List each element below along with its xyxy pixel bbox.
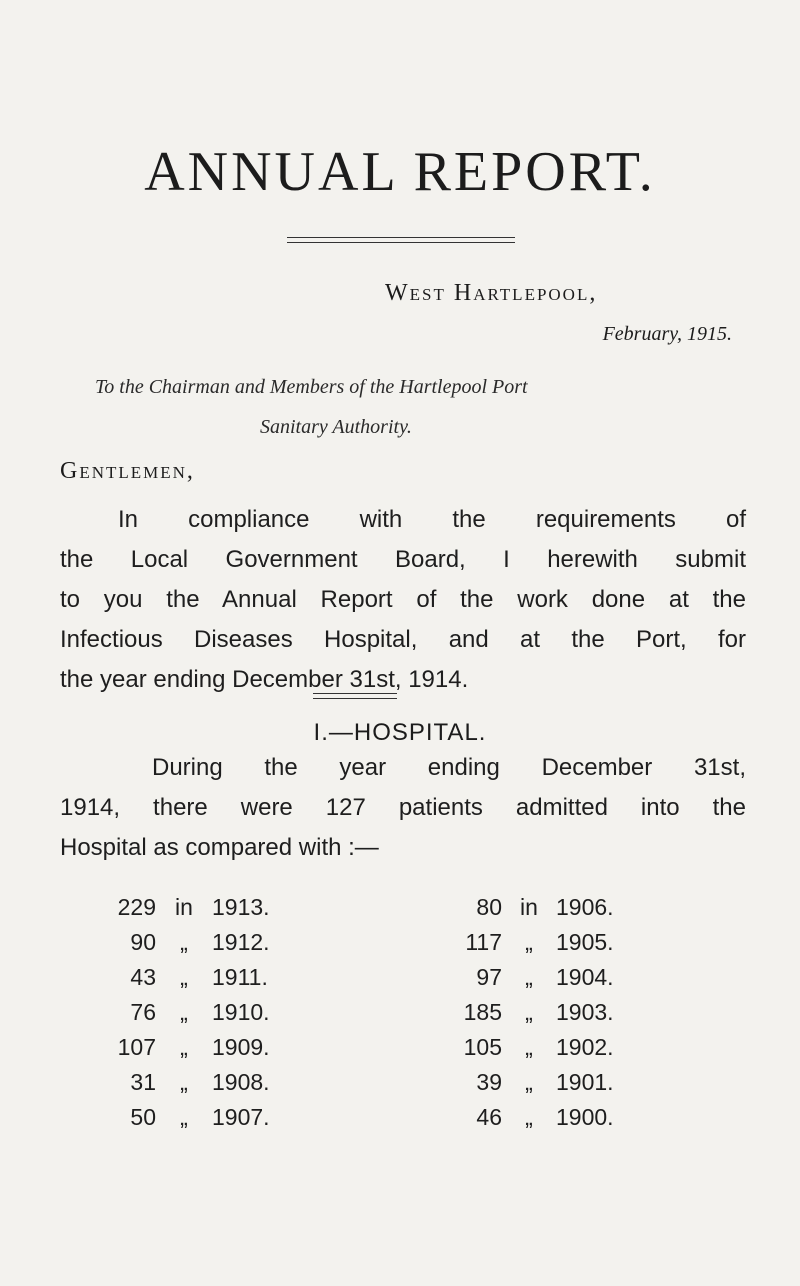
ditto-mark: in [175,894,193,920]
ditto-mark: „ [525,929,533,955]
admissions-count: 117 [465,929,502,955]
admissions-year: 1906. [556,894,614,920]
place-heading: West Hartlepool, [385,280,598,306]
table-row [96,925,636,960]
hospital-line: 1914, there were 127 patients admitted into the [60,794,746,821]
section-heading: I.—HOSPITAL. [313,719,487,746]
table-row [96,1100,636,1135]
ditto-mark: „ [525,1034,533,1060]
ditto-mark: „ [525,1069,533,1095]
admissions-year: 1900. [556,1104,614,1130]
table-row [96,1065,636,1100]
intro-line: to you the Annual Report of the work done at the [60,586,746,613]
report-date: February, 1915. [602,323,732,345]
section-divider [313,693,397,699]
admissions-year: 1905. [556,929,614,955]
table-row [96,1030,636,1065]
table-row [96,995,636,1030]
intro-line: In compliance with the requirements of [118,506,746,533]
admissions-count: 185 [463,999,502,1025]
table-row [96,890,636,925]
intro-line: the year ending December 31st, 1914. [60,666,469,693]
admissions-count: 105 [463,1034,502,1060]
ditto-mark: „ [525,999,533,1025]
ditto-mark: „ [180,964,188,990]
ditto-mark: „ [525,964,533,990]
ditto-mark: „ [180,999,188,1025]
admissions-count: 90 [130,929,156,955]
admissions-table [96,890,636,1135]
hospital-line: Hospital as compared with :— [60,834,379,861]
admissions-count: 43 [130,964,156,990]
admissions-year: 1907. [212,1104,270,1130]
hospital-line: During the year ending December 31st, [152,754,746,781]
admissions-year: 1912. [212,929,270,955]
admissions-year: 1910. [212,999,270,1025]
intro-line: the Local Government Board, I herewith submit [60,546,746,573]
admissions-count: 50 [130,1104,156,1130]
report-title: ANNUAL REPORT. [144,141,656,203]
address-line-1: To the Chairman and Members of the Hartlepool Port [95,376,528,398]
ditto-mark: „ [180,1069,188,1095]
admissions-year: 1902. [556,1034,614,1060]
ditto-mark: „ [180,1104,188,1130]
admissions-count: 97 [476,964,502,990]
admissions-year: 1908. [212,1069,270,1095]
table-row [96,960,636,995]
admissions-count: 80 [476,894,502,920]
admissions-count: 76 [130,999,156,1025]
admissions-count: 46 [476,1104,502,1130]
admissions-count: 107 [117,1034,156,1060]
admissions-year: 1909. [212,1034,270,1060]
salutation: Gentlemen, [60,458,195,484]
ditto-mark: in [520,894,538,920]
intro-paragraph [60,500,746,700]
admissions-year: 1903. [556,999,614,1025]
admissions-year: 1901. [556,1069,614,1095]
admissions-count: 31 [130,1069,156,1095]
address-line-2: Sanitary Authority. [260,416,412,438]
ditto-mark: „ [525,1104,533,1130]
admissions-count: 39 [476,1069,502,1095]
admissions-year: 1911. [212,964,268,990]
title-divider [287,237,515,243]
intro-line: Infectious Diseases Hospital, and at the Port, for [60,626,746,653]
ditto-mark: „ [180,1034,188,1060]
admissions-year: 1904. [556,964,614,990]
ditto-mark: „ [180,929,188,955]
admissions-year: 1913. [212,894,270,920]
admissions-count: 229 [117,894,156,920]
hospital-paragraph [60,748,746,868]
